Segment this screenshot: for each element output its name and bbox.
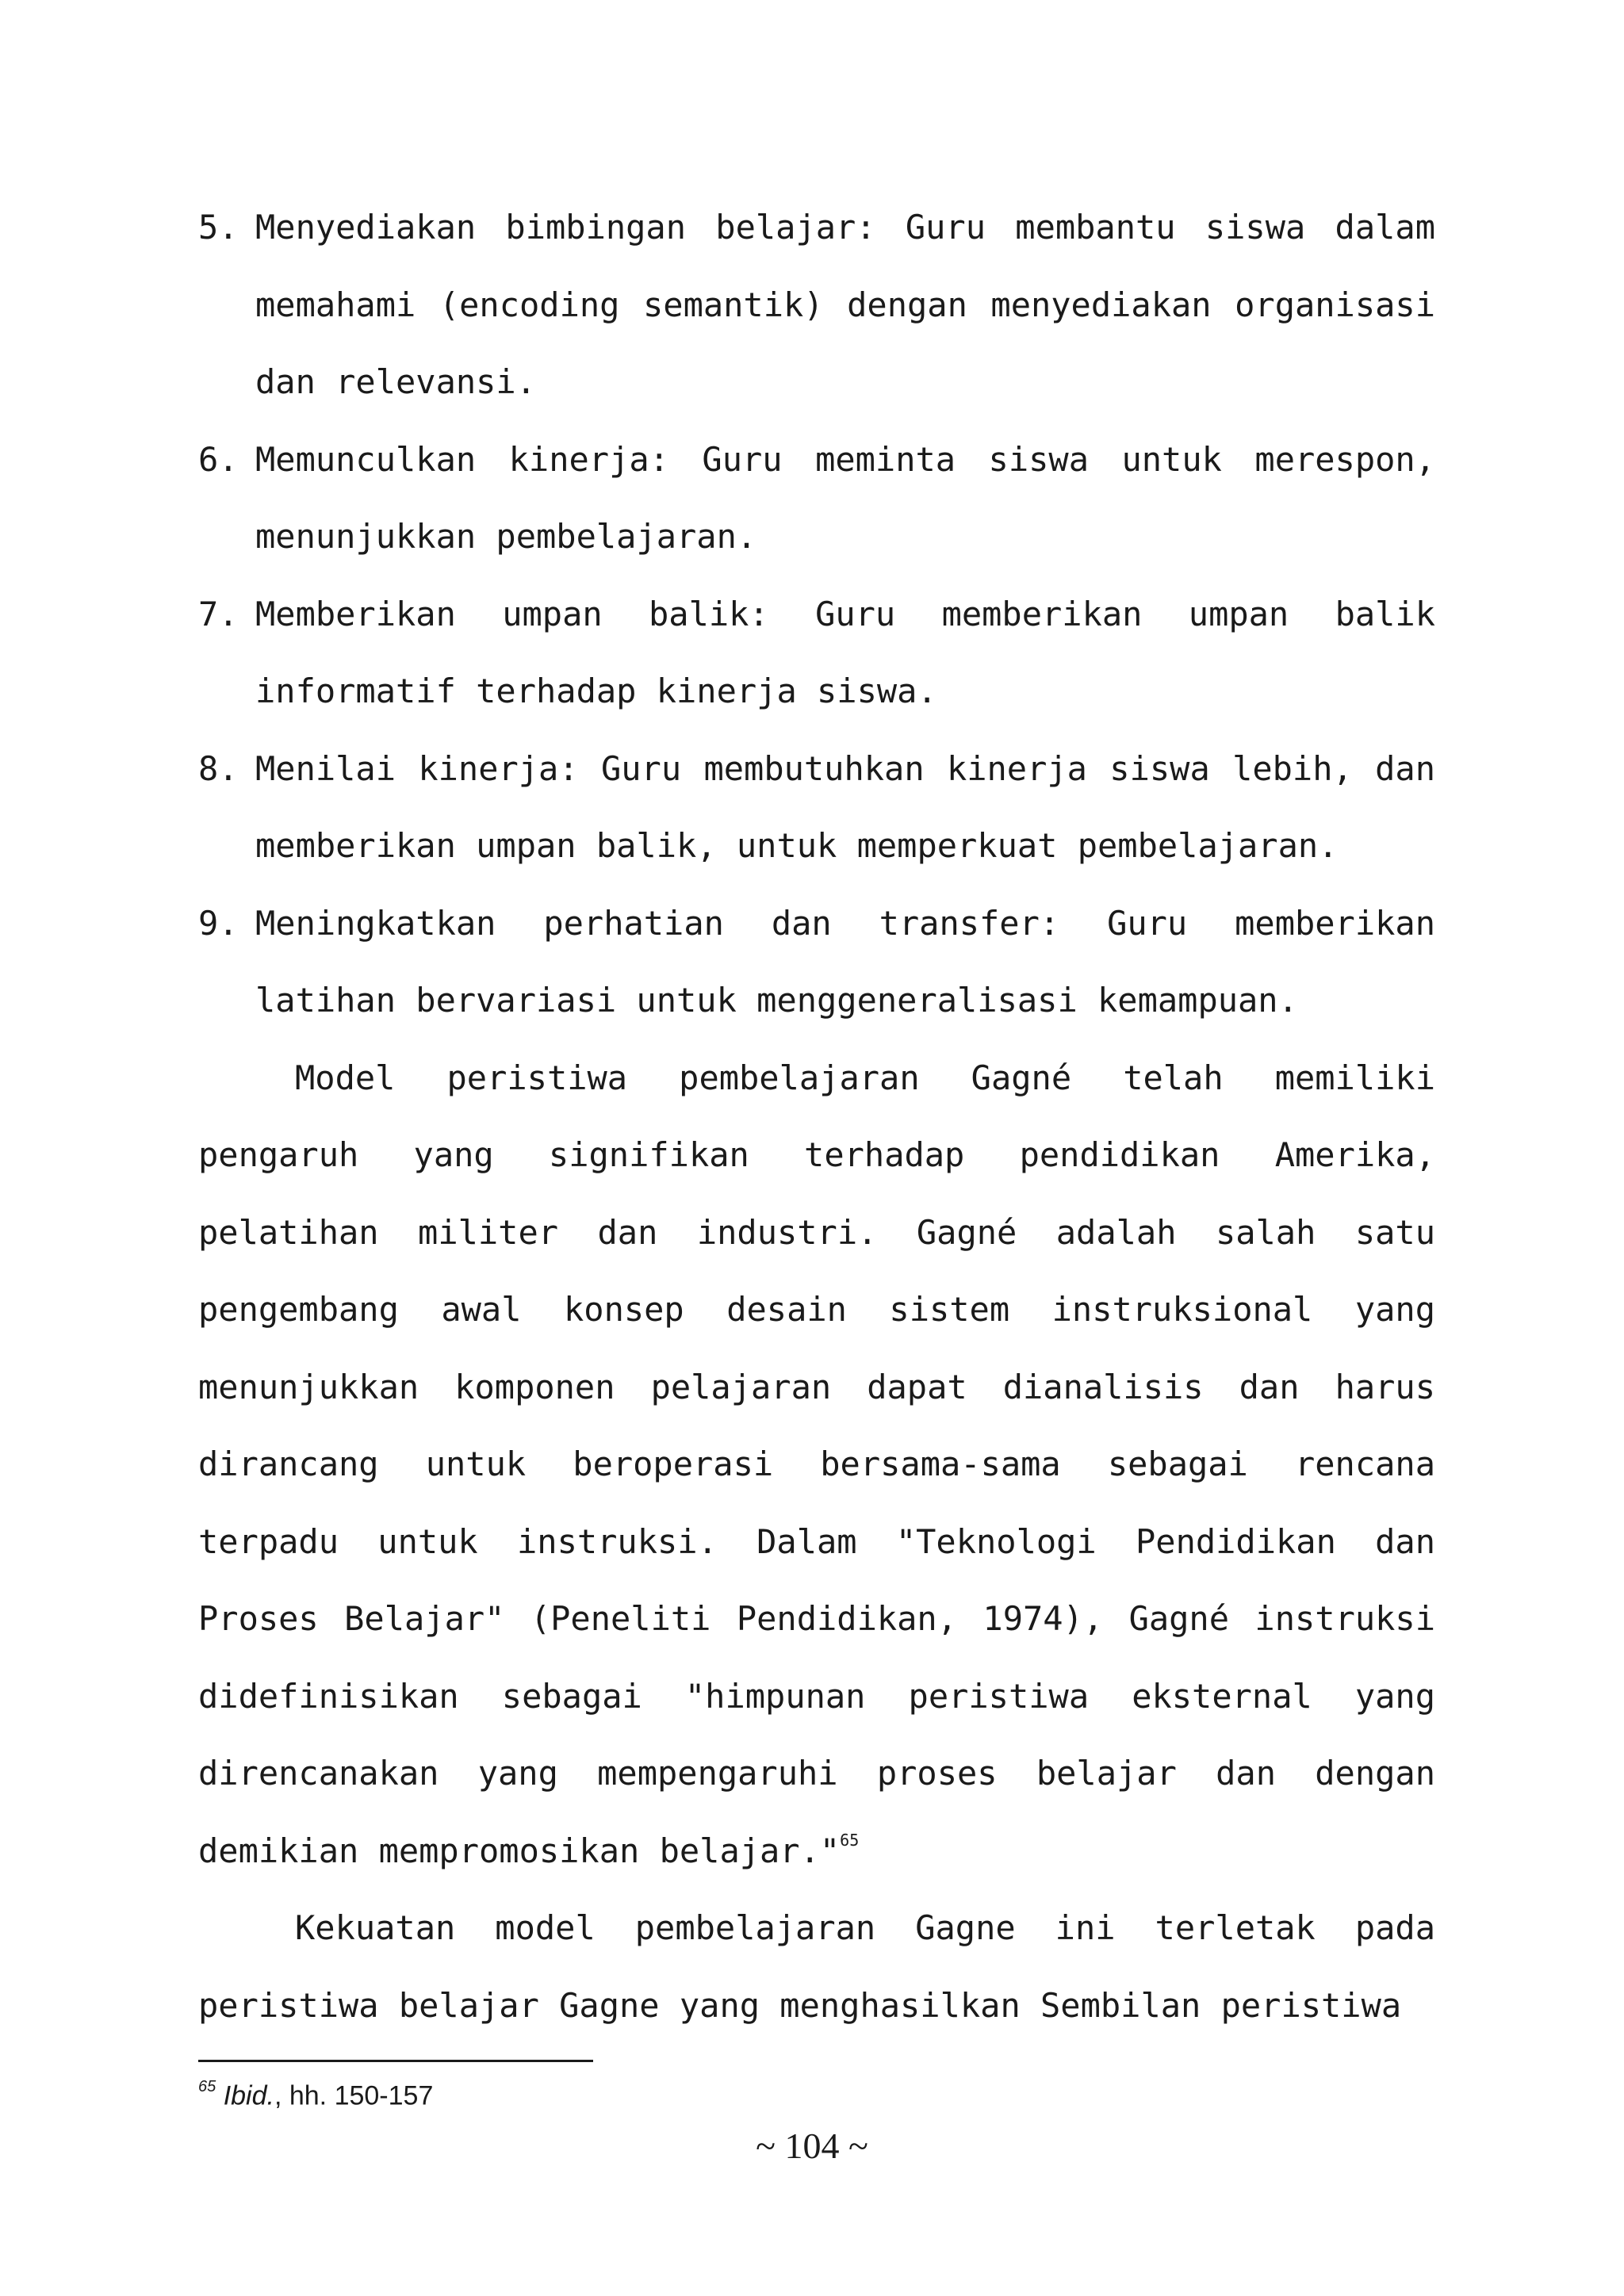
footnote-number: 65 xyxy=(198,2078,216,2095)
list-item-text: Menyediakan bimbingan belajar: Guru membantu siswa dalam memahami (encoding semantik) dengan menyediakan organisasi dan relevansi. xyxy=(255,208,1435,401)
footnote-separator xyxy=(198,2060,593,2062)
list-item-text: Memberikan umpan balik: Guru memberikan umpan balik informatif terhadap kinerja siswa. xyxy=(255,594,1435,710)
list-item-text: Meningkatkan perhatian dan transfer: Guru memberikan latihan bervariasi untuk menggeneralisasi kemampuan. xyxy=(255,903,1435,1020)
footnote-ibid: Ibid. xyxy=(223,2080,274,2111)
paragraph-strength xyxy=(198,1889,1435,2044)
list-item-text: Memunculkan kinerja: Guru meminta siswa untuk merespon, menunjukkan pembelajaran. xyxy=(255,439,1435,556)
list-item-6 xyxy=(198,421,1435,576)
paragraph-text: Model peristiwa pembelajaran Gagné telah memiliki pengaruh yang signifikan terhadap pendidikan Amerika, pelatihan militer dan industri. Gagné adalah salah satu pengembang awal konsep desain sistem instruksional yang menunjukkan komponen pelajaran dapat dianalisis dan harus dirancang untuk beroperasi bersama-sama sebagai rencana terpadu untuk instruksi. Dalam "Teknologi Pendidikan dan Proses Belajar" (Peneliti Pendidikan, 1974), Gagné instruksi didefinisikan sebagai "himpunan peristiwa eksternal yang direncanakan yang mempengaruhi proses belajar dan dengan demikian mempromosikan belajar." xyxy=(198,1058,1435,1870)
list-number: 7. xyxy=(198,594,239,633)
list-number: 5. xyxy=(198,208,239,247)
footnote-reference[interactable]: 65 xyxy=(840,1830,860,1850)
page-number: ~ 104 ~ xyxy=(756,2126,868,2166)
list-item-5 xyxy=(198,189,1435,421)
footnote xyxy=(198,2072,433,2113)
list-item-8 xyxy=(198,730,1435,885)
paragraph-gagne-model xyxy=(198,1039,1435,1890)
paragraph-text: Kekuatan model pembelajaran Gagne ini terletak pada peristiwa belajar Gagne yang menghasilkan Sembilan peristiwa xyxy=(198,1908,1435,2025)
list-item-text: Menilai kinerja: Guru membutuhkan kinerja siswa lebih, dan memberikan umpan balik, untuk memperkuat pembelajaran. xyxy=(255,748,1435,865)
list-number: 6. xyxy=(198,439,239,479)
list-item-7 xyxy=(198,576,1435,730)
list-item-9 xyxy=(198,885,1435,1039)
body-text xyxy=(198,189,1435,2044)
list-number: 9. xyxy=(198,903,239,943)
list-number: 8. xyxy=(198,748,239,788)
footnote-pages: , hh. 150-157 xyxy=(274,2080,434,2111)
